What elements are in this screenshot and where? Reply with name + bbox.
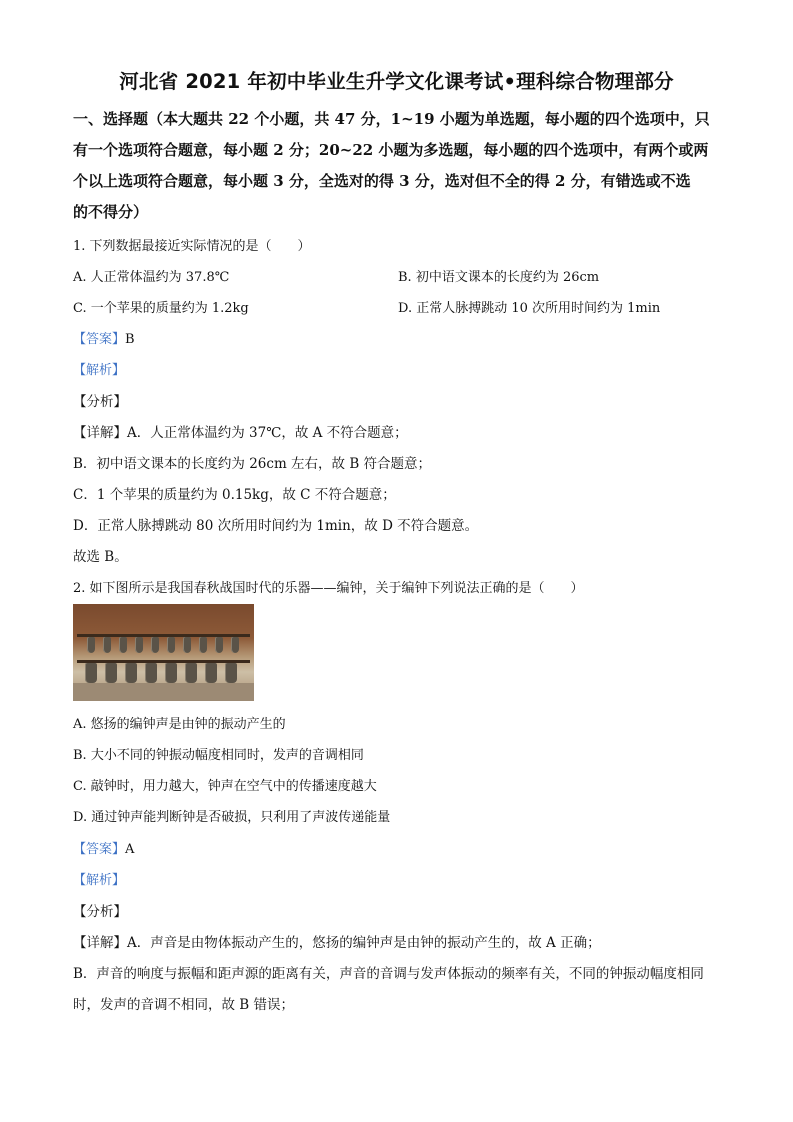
bell-icon xyxy=(167,637,175,653)
bianzhong-photo xyxy=(73,604,254,701)
q2-stem: 2. 如下图所示是我国春秋战国时代的乐器——编钟，关于编钟下列说法正确的是（ ） xyxy=(73,581,584,596)
photo-floor xyxy=(73,683,254,701)
bell-icon xyxy=(199,637,207,653)
section-instructions xyxy=(73,104,723,228)
q1-option-d: D. 正常人脉搏跳动 10 次所用时间约为 1min xyxy=(398,301,661,316)
q2-answer xyxy=(73,838,134,857)
q1-option-a: A. 人正常体温约为 37.8℃ xyxy=(73,270,230,285)
q2-fenxi: 【分析】 xyxy=(73,904,127,920)
detail-text: A．声音是由物体振动产生的，悠扬的编钟声是由钟的振动产生的，故 A 正确； xyxy=(127,935,601,951)
bell-icon xyxy=(165,663,177,683)
bell-icon xyxy=(125,663,137,683)
q2-detail-b-cont: 时，发声的音调不相同，故 B 错误； xyxy=(73,997,295,1013)
bell-icon xyxy=(225,663,237,683)
q2-option-b: B. 大小不同的钟振动幅度相同时，发声的音调相同 xyxy=(73,748,364,763)
rack-beam xyxy=(77,660,250,663)
bell-icon xyxy=(205,663,217,683)
q1-fenxi: 【分析】 xyxy=(73,394,127,410)
q2-option-c: C. 敲钟时，用力越大，钟声在空气中的传播速度越大 xyxy=(73,779,377,794)
q1-detail-b: B．初中语文课本的长度约为 26cm 左右，故 B 符合题意； xyxy=(73,456,432,472)
section-line: 个以上选项符合题意，每小题 3 分，全选对的得 3 分，选对但不全的得 2 分，有错选或不选 xyxy=(73,172,691,190)
bell-icon xyxy=(183,637,191,653)
detail-text: A．人正常体温约为 37℃，故 A 不符合题意； xyxy=(127,425,408,441)
answer-value: B xyxy=(125,332,135,347)
q1-analysis-tag: 【解析】 xyxy=(73,363,126,378)
bell-icon xyxy=(151,637,159,653)
detail-tag: 【详解】 xyxy=(73,425,127,441)
q1-stem: 1. 下列数据最接近实际情况的是（ ） xyxy=(73,239,311,254)
q2-option-d: D. 通过钟声能判断钟是否破损，只利用了声波传递能量 xyxy=(73,810,391,825)
answer-value: A xyxy=(125,842,135,857)
bell-icon xyxy=(231,637,239,653)
bell-icon xyxy=(145,663,157,683)
q1-conclusion: 故选 B。 xyxy=(73,549,128,565)
bell-icon xyxy=(103,637,111,653)
bell-icon xyxy=(185,663,197,683)
q2-detail-b: B．声音的响度与振幅和距声源的距离有关，声音的音调与发声体振动的频率有关，不同的钟振动幅度相同 xyxy=(73,966,704,982)
bell-icon xyxy=(85,663,97,683)
bell-icon xyxy=(87,637,95,653)
answer-tag: 【答案】 xyxy=(73,332,126,347)
bell-icon xyxy=(215,637,223,653)
q2-detail-a xyxy=(73,931,601,951)
q1-option-b: B. 初中语文课本的长度约为 26cm xyxy=(398,270,600,285)
section-line: 的不得分） xyxy=(73,203,149,221)
detail-tag: 【详解】 xyxy=(73,935,127,951)
section-line: 一、选择题（本大题共 22 个小题，共 47 分，1~19 小题为单选题，每小题的四个选项中，只 xyxy=(73,110,710,128)
q2-option-a: A. 悠扬的编钟声是由钟的振动产生的 xyxy=(73,717,286,732)
q1-answer xyxy=(73,328,135,347)
answer-tag: 【答案】 xyxy=(73,842,126,857)
q1-detail-d: D．正常人脉搏跳动 80 次所用时间约为 1min，故 D 不符合题意。 xyxy=(73,518,479,534)
bell-icon xyxy=(135,637,143,653)
section-line: 有一个选项符合题意，每小题 2 分；20~22 小题为多选题，每小题的四个选项中，有两个或两 xyxy=(73,141,709,159)
q1-option-c: C. 一个苹果的质量约为 1.2kg xyxy=(73,301,249,316)
q1-detail-c: C．1 个苹果的质量约为 0.15kg，故 C 不符合题意； xyxy=(73,487,396,503)
bell-icon xyxy=(119,637,127,653)
q1-detail-a xyxy=(73,421,408,441)
q2-analysis-tag: 【解析】 xyxy=(73,873,126,888)
bell-icon xyxy=(105,663,117,683)
page-title: 河北省 2021 年初中毕业生升学文化课考试•理科综合物理部分 xyxy=(119,70,674,93)
